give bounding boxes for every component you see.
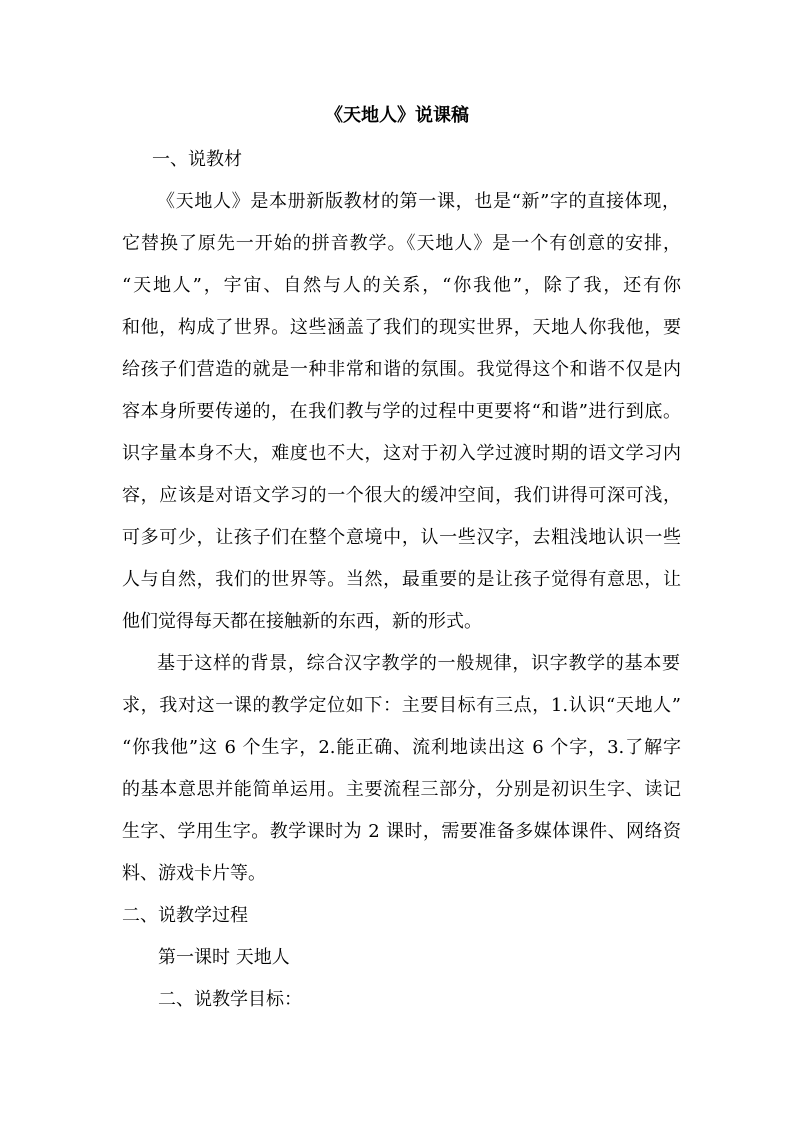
paragraph-line: 和他，构成了世界。这些涵盖了我们的现实世界，天地人你我他，要: [122, 317, 681, 338]
paragraph-line: 它替换了原先一开始的拼音教学。《天地人》是一个有创意的安排，: [122, 233, 681, 254]
subheading-first-lesson: 第一课时 天地人: [158, 947, 290, 968]
paragraph-line: 生字、学用生字。教学课时为 2 课时，需要准备多媒体课件、网络资: [122, 821, 681, 842]
section-heading-textbook: 一、说教材: [152, 149, 242, 170]
paragraph-line: 基于这样的背景，综合汉字教学的一般规律，识字教学的基本要: [157, 653, 680, 674]
subheading-teaching-goals: 二、说教学目标：: [158, 989, 302, 1010]
paragraph-line: 容本身所要传递的，在我们教与学的过程中更要将“和谐”进行到底。: [122, 401, 681, 422]
paragraph-line: “天地人”，宇宙、自然与人的关系，“你我他”，除了我，还有你: [122, 275, 681, 296]
paragraph-line: 人与自然，我们的世界等。当然，最重要的是让孩子觉得有意思，让: [122, 569, 681, 590]
paragraph-line: 料、游戏卡片等。: [122, 863, 266, 884]
paragraph-line: 的基本意思并能简单运用。主要流程三部分，分别是初识生字、读记: [122, 779, 681, 800]
paragraph-line: 《天地人》是本册新版教材的第一课，也是“新”字的直接体现，: [157, 191, 680, 212]
paragraph-line: 他们觉得每天都在接触新的东西，新的形式。: [122, 611, 482, 632]
paragraph-line: 容，应该是对语文学习的一个很大的缓冲空间，我们讲得可深可浅，: [122, 485, 681, 506]
paragraph-line: 给孩子们营造的就是一种非常和谐的氛围。我觉得这个和谐不仅是内: [122, 359, 681, 380]
paragraph-line: “你我他”这 6 个生字，2.能正确、流利地读出这 6 个字，3.了解字: [122, 737, 681, 758]
paragraph-line: 可多可少，让孩子们在整个意境中，认一些汉字，去粗浅地认识一些: [122, 527, 681, 548]
paragraph-line: 求，我对这一课的教学定位如下：主要目标有三点，1.认识“天地人”: [122, 695, 681, 716]
document-title: 《天地人》说课稿: [325, 105, 469, 126]
paragraph-line: 识字量本身不大，难度也不大，这对于初入学过渡时期的语文学习内: [122, 443, 681, 464]
section-heading-teaching-process: 二、说教学过程: [122, 905, 248, 926]
